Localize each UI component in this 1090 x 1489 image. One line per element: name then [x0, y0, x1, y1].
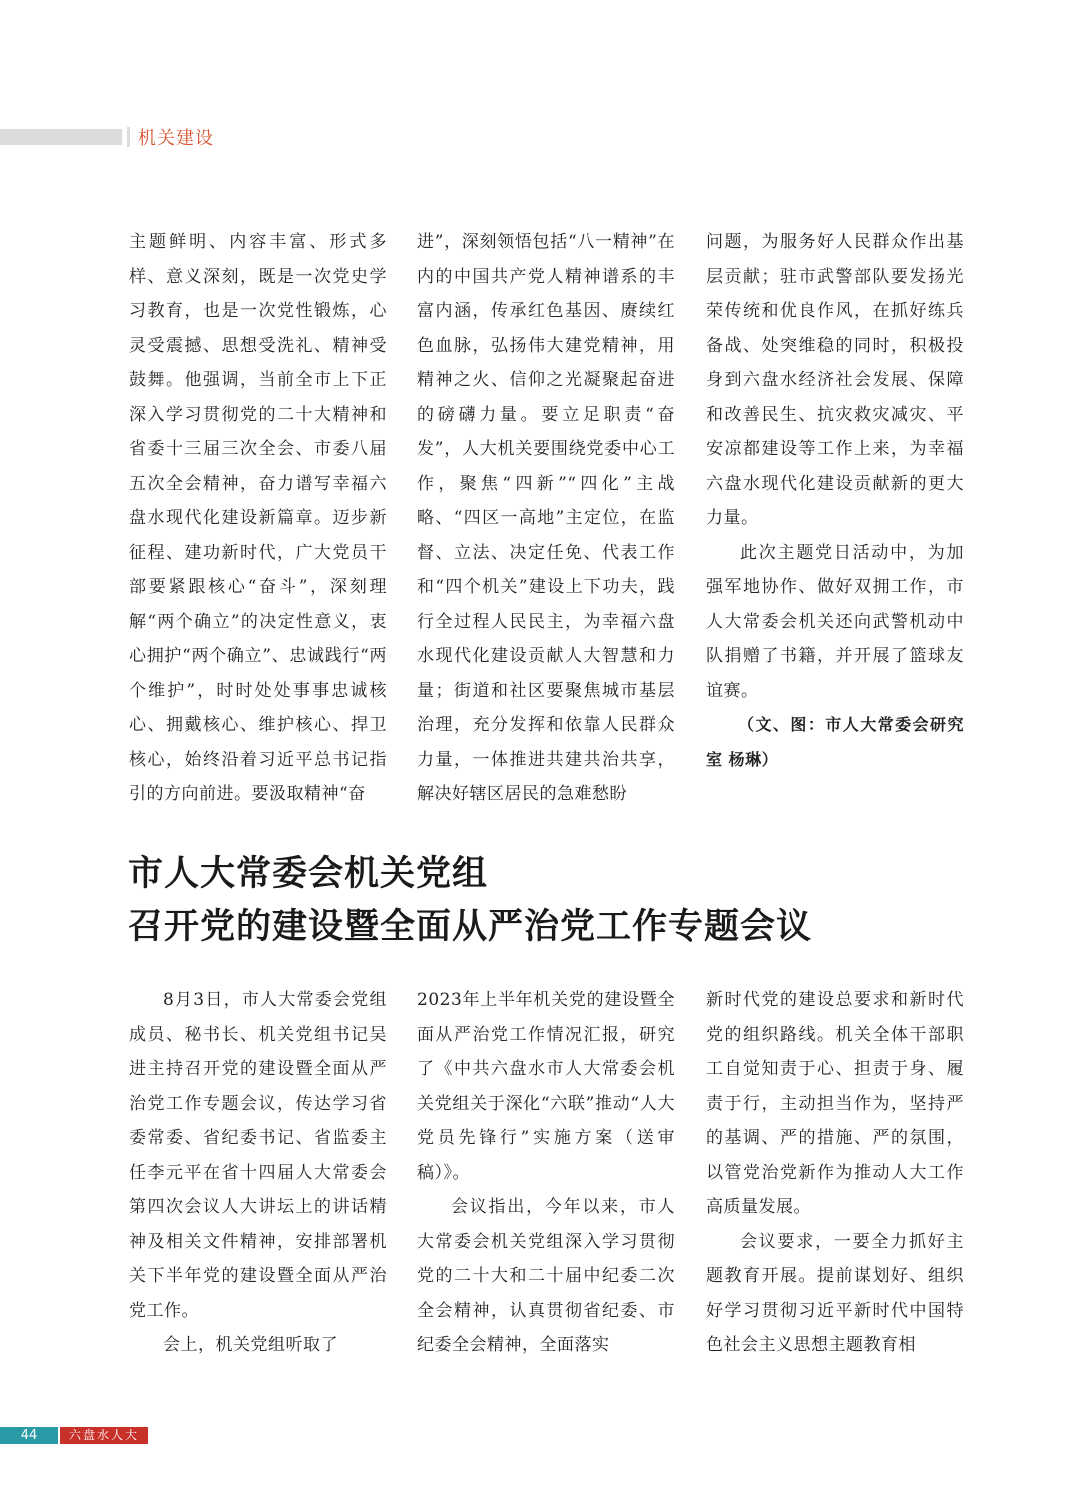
paragraph: 8月3日，市人大常委会党组成员、秘书长、机关党组书记吴进主持召开党的建设暨全面从严治党工作专题会议，传达学习省委常委、省纪委书记、省监委主任李元平在省十四届人大常委会第四次会议人大讲坛上的讲话精神及相关文件精神，安排部署机关下半年党的建设暨全面从严治党工作。	[129, 990, 387, 1321]
article1-column-3	[706, 225, 964, 777]
article1-column-2	[417, 225, 675, 812]
paragraph: 新时代党的建设总要求和新时代党的组织路线。机关全体干部职工自觉知责于心、担责于身、履责于行，主动担当作为，坚持严的基调、严的措施、严的氛围，以管党治党新作为推动人大工作高质量发展。	[706, 990, 964, 1217]
paragraph: 问题，为服务好人民群众作出基层贡献；驻市武警部队要发扬光荣传统和优良作风，在抓好练兵备战、处突维稳的同时，积极投身到六盘水经济社会发展、保障和改善民生、抗灾救灾减灾、平安凉都建设等工作上来，为幸福六盘水现代化建设贡献新的更大力量。	[706, 232, 964, 528]
paragraph: 主题鲜明、内容丰富、形式多样、意义深刻，既是一次党史学习教育，也是一次党性锻炼，心灵受震撼、思想受洗礼、精神受鼓舞。他强调，当前全市上下正深入学习贯彻党的二十大精神和省委十三届三次全会、市委八届五次全会精神，奋力谱写幸福六盘水现代化建设新篇章。迈步新征程、建功新时代，广大党员干部要紧跟核心“奋斗”，深刻理解“两个确立”的决定性意义，衷心拥护“两个确立”、忠诚践行“两个维护”，时时处处事事忠诚核心、拥戴核心、维护核心、捍卫核心，始终沿着习近平总书记指引的方向前进。要汲取精神“奋	[129, 232, 387, 804]
article1-column-1	[129, 225, 387, 812]
article2-column-1	[129, 983, 387, 1363]
header-decor-tick	[127, 127, 130, 147]
article2-headline	[128, 848, 812, 954]
article2-column-3	[706, 983, 964, 1363]
section-label: 机关建设	[138, 128, 214, 149]
headline-line-2: 召开党的建设暨全面从严治党工作专题会议	[128, 907, 813, 947]
article-credit: （文、图：市人大常委会研究室 杨琳）	[706, 715, 964, 769]
headline-line-1: 市人大常委会机关党组	[128, 854, 489, 894]
paragraph: 会上，机关党组听取了	[163, 1335, 338, 1355]
article2-column-2	[417, 983, 675, 1363]
header-decor-bar	[0, 129, 122, 145]
paragraph: 进”，深刻领悟包括“八一精神”在内的中国共产党人精神谱系的丰富内涵，传承红色基因、赓续红色血脉，弘扬伟大建党精神，用精神之火、信仰之光凝聚起奋进的磅礴力量。要立足职责“奋发”，人大机关要围绕党委中心工作，聚焦“四新”“四化”主战略、“四区一高地”主定位，在监督、立法、决定任免、代表工作和“四个机关”建设上下功夫，践行全过程人民民主，为幸福六盘水现代化建设贡献人大智慧和力量；街道和社区要聚焦城市基层治理，充分发挥和依靠人民群众力量，一体推进共建共治共享，解决好辖区居民的急难愁盼	[417, 232, 675, 804]
paragraph: 此次主题党日活动中，为加强军地协作、做好双拥工作，市人大常委会机关还向武警机动中队捐赠了书籍，并开展了篮球友谊赛。	[706, 542, 964, 701]
paragraph: 会议要求，一要全力抓好主题教育开展。提前谋划好、组织好学习贯彻习近平新时代中国特色社会主义思想主题教育相	[706, 1231, 964, 1355]
page-number: 44	[0, 1427, 58, 1444]
magazine-brand: 六盘水人大	[60, 1427, 148, 1444]
paragraph: 2023年上半年机关党的建设暨全面从严治党工作情况汇报，研究了《中共六盘水市人大常委会机关党组关于深化“六联”推动“人大党员先锋行”实施方案（送审稿）》。	[417, 990, 675, 1183]
paragraph: 会议指出，今年以来，市人大常委会机关党组深入学习贯彻党的二十大和二十届中纪委二次全会精神，认真贯彻省纪委、市纪委全会精神，全面落实	[417, 1197, 675, 1355]
